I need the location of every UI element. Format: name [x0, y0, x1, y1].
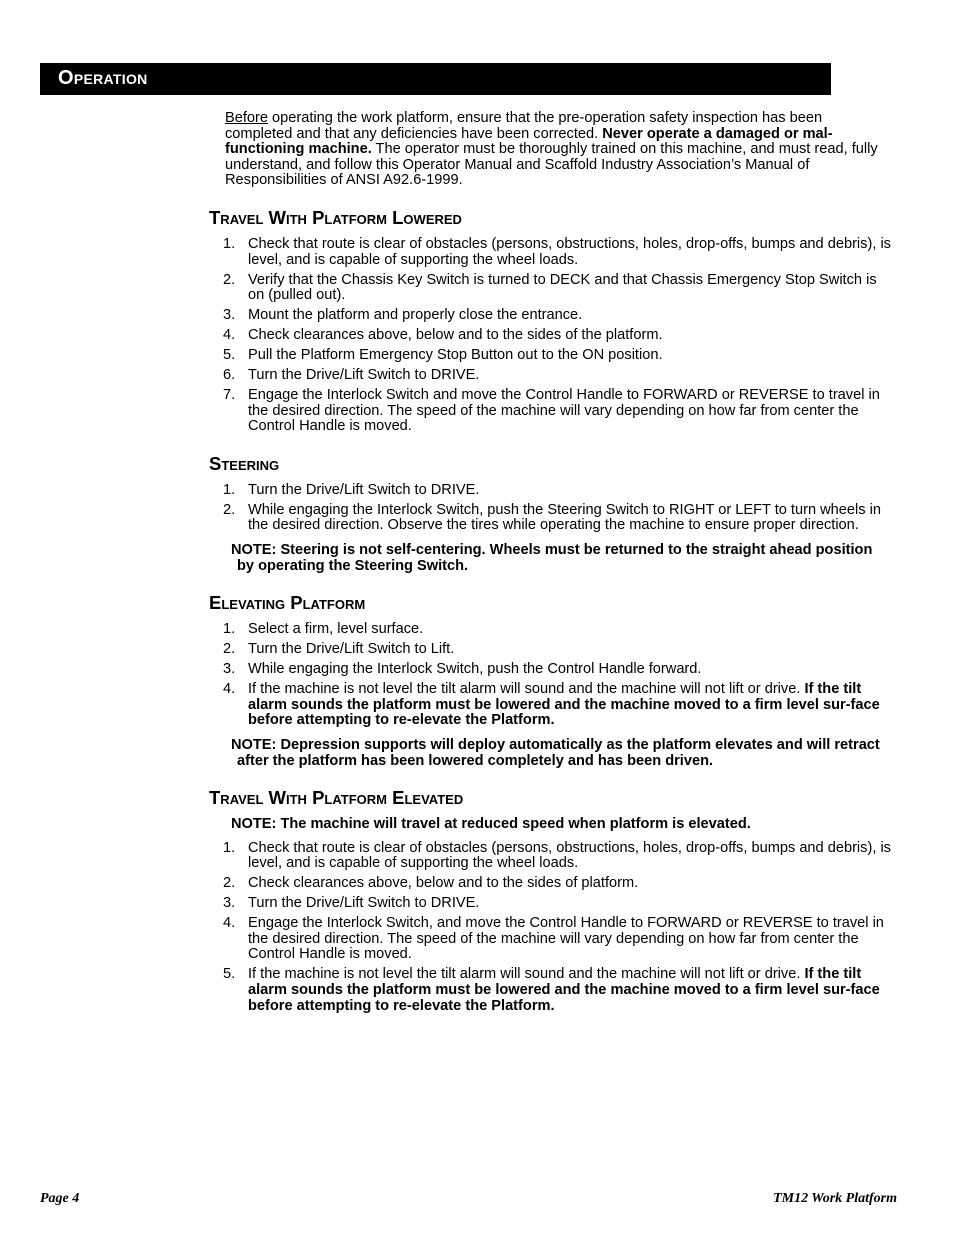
step-number: 4.: [223, 915, 236, 932]
step-text: Select a firm, level surface.: [248, 621, 424, 638]
step-text: Pull the Platform Emergency Stop Button out to the ON position.: [248, 347, 663, 364]
step-number: 3.: [223, 895, 236, 912]
page-title: Operation: [58, 67, 148, 89]
step-warning: If the tilt alarm sounds the platform must be lowered and the machine moved to a firm level sur-face before attempting to re-elevate the Platform.: [248, 966, 880, 1014]
intro-text-2: The operator must be thoroughly trained on this machine, and must read, fully understand, and follow this Operator Manual and Scaffold Industry Association’s Manual of Responsibilities of ANSI A92.6-1999.: [225, 141, 878, 189]
note-steering: NOTE: Steering is not self-centering. Wheels must be returned to the straight ahead position by operating the Steering Switch.: [231, 542, 873, 574]
step-number: 1.: [223, 481, 236, 498]
step-number: 6.: [223, 367, 236, 384]
step-number: 7.: [223, 387, 236, 404]
step-number: 2.: [223, 641, 236, 658]
step-text: Turn the Drive/Lift Switch to DRIVE.: [248, 367, 480, 384]
intro-paragraph: [225, 111, 893, 189]
step-text: Mount the platform and properly close the entrance.: [248, 307, 583, 324]
document-title: TM12 Work Platform: [773, 1191, 897, 1206]
step-number: 4.: [223, 327, 236, 344]
steps-travel-lowered: [225, 237, 893, 435]
steps-elevating: [225, 622, 893, 729]
step-warning: If the tilt alarm sounds the platform must be lowered and the machine moved to a firm level sur-face before attempting to re-elevate the Platform.: [248, 681, 880, 729]
list-item: [225, 622, 893, 638]
step-number: 5.: [223, 966, 236, 983]
list-item: [225, 876, 893, 892]
step-text: Turn the Drive/Lift Switch to Lift.: [248, 641, 455, 658]
heading-elevating: Elevating Platform: [209, 592, 366, 614]
step-number: 5.: [223, 347, 236, 364]
step-text: Verify that the Chassis Key Switch is turned to DECK and that Chassis Emergency Stop Switch is on (pulled out).: [248, 271, 877, 304]
section-banner: [40, 63, 831, 95]
heading-travel-lowered: Travel With Platform Lowered: [209, 206, 462, 228]
list-item: [225, 388, 893, 435]
list-item: [225, 503, 893, 534]
step-text: While engaging the Interlock Switch, push the Steering Switch to RIGHT or LEFT to turn wheels in the desired direction. Observe the tires while operating the machine to ensure proper direction.: [248, 501, 881, 534]
step-text: Turn the Drive/Lift Switch to DRIVE.: [248, 481, 480, 498]
list-item: [225, 348, 893, 364]
intro-text-1: operating the work platform, ensure that the pre-operation safety inspection has been completed and that any deficiencies have been corrected.: [225, 110, 823, 142]
step-text: Turn the Drive/Lift Switch to DRIVE.: [248, 895, 480, 912]
step-number: 3.: [223, 661, 236, 678]
step-number: 3.: [223, 307, 236, 324]
intro-bold: Never operate a damaged or mal-functioning machine.: [225, 125, 833, 158]
list-item: [225, 368, 893, 384]
step-number: 1.: [223, 839, 236, 856]
note-travel-elevated: NOTE: The machine will travel at reduced speed when platform is elevated.: [231, 816, 751, 833]
intro-underlined: Before: [225, 110, 268, 126]
note-elevating: NOTE: Depression supports will deploy automatically as the platform elevates and will retract after the platform has been lowered completely and has been driven.: [231, 736, 880, 769]
step-number: 2.: [223, 271, 236, 288]
list-item: [225, 273, 893, 304]
list-item: [225, 896, 893, 912]
list-item: [225, 642, 893, 658]
list-item: [225, 682, 893, 729]
list-item: [225, 328, 893, 344]
step-text: Check clearances above, below and to the sides of the platform.: [248, 327, 663, 344]
heading-travel-elevated: Travel With Platform Elevated: [209, 787, 464, 809]
step-text: Engage the Interlock Switch and move the Control Handle to FORWARD or REVERSE to travel in the desired direction. The speed of the machine will vary depending on how far from center the Control Handle is moved.: [248, 387, 880, 435]
step-number: 1.: [223, 235, 236, 252]
step-text: While engaging the Interlock Switch, push the Control Handle forward.: [248, 661, 702, 678]
step-text: Engage the Interlock Switch, and move the Control Handle to FORWARD or REVERSE to travel in the desired direction. The speed of the machine will vary depending on how far from center the Control Handle is moved.: [248, 915, 884, 963]
step-number: 2.: [223, 875, 236, 892]
step-number: 1.: [223, 621, 236, 638]
step-text: If the machine is not level the tilt alarm will sound and the machine will not lift or drive.: [248, 966, 805, 983]
steps-steering: [225, 483, 893, 534]
heading-steering: Steering: [209, 452, 280, 474]
step-text: Check that route is clear of obstacles (persons, obstructions, holes, drop-offs, bumps and debris), is level, and is capable of supporting the wheel loads.: [248, 235, 891, 268]
list-item: [225, 308, 893, 324]
list-item: [225, 662, 893, 678]
step-text: If the machine is not level the tilt alarm will sound and the machine will not lift or drive.: [248, 681, 805, 698]
steps-travel-elevated: [225, 841, 893, 1015]
step-number: 2.: [223, 501, 236, 518]
list-item: [225, 967, 893, 1014]
list-item: [225, 237, 893, 268]
list-item: [225, 483, 893, 499]
step-text: Check that route is clear of obstacles (persons, obstructions, holes, drop-offs, bumps and debris), is level, and is capable of supporting the wheel loads.: [248, 839, 891, 872]
list-item: [225, 841, 893, 872]
list-item: [225, 916, 893, 963]
step-text: Check clearances above, below and to the sides of platform.: [248, 875, 639, 892]
page-number: Page 4: [40, 1191, 80, 1206]
step-number: 4.: [223, 681, 236, 698]
main-content: [209, 110, 893, 1019]
